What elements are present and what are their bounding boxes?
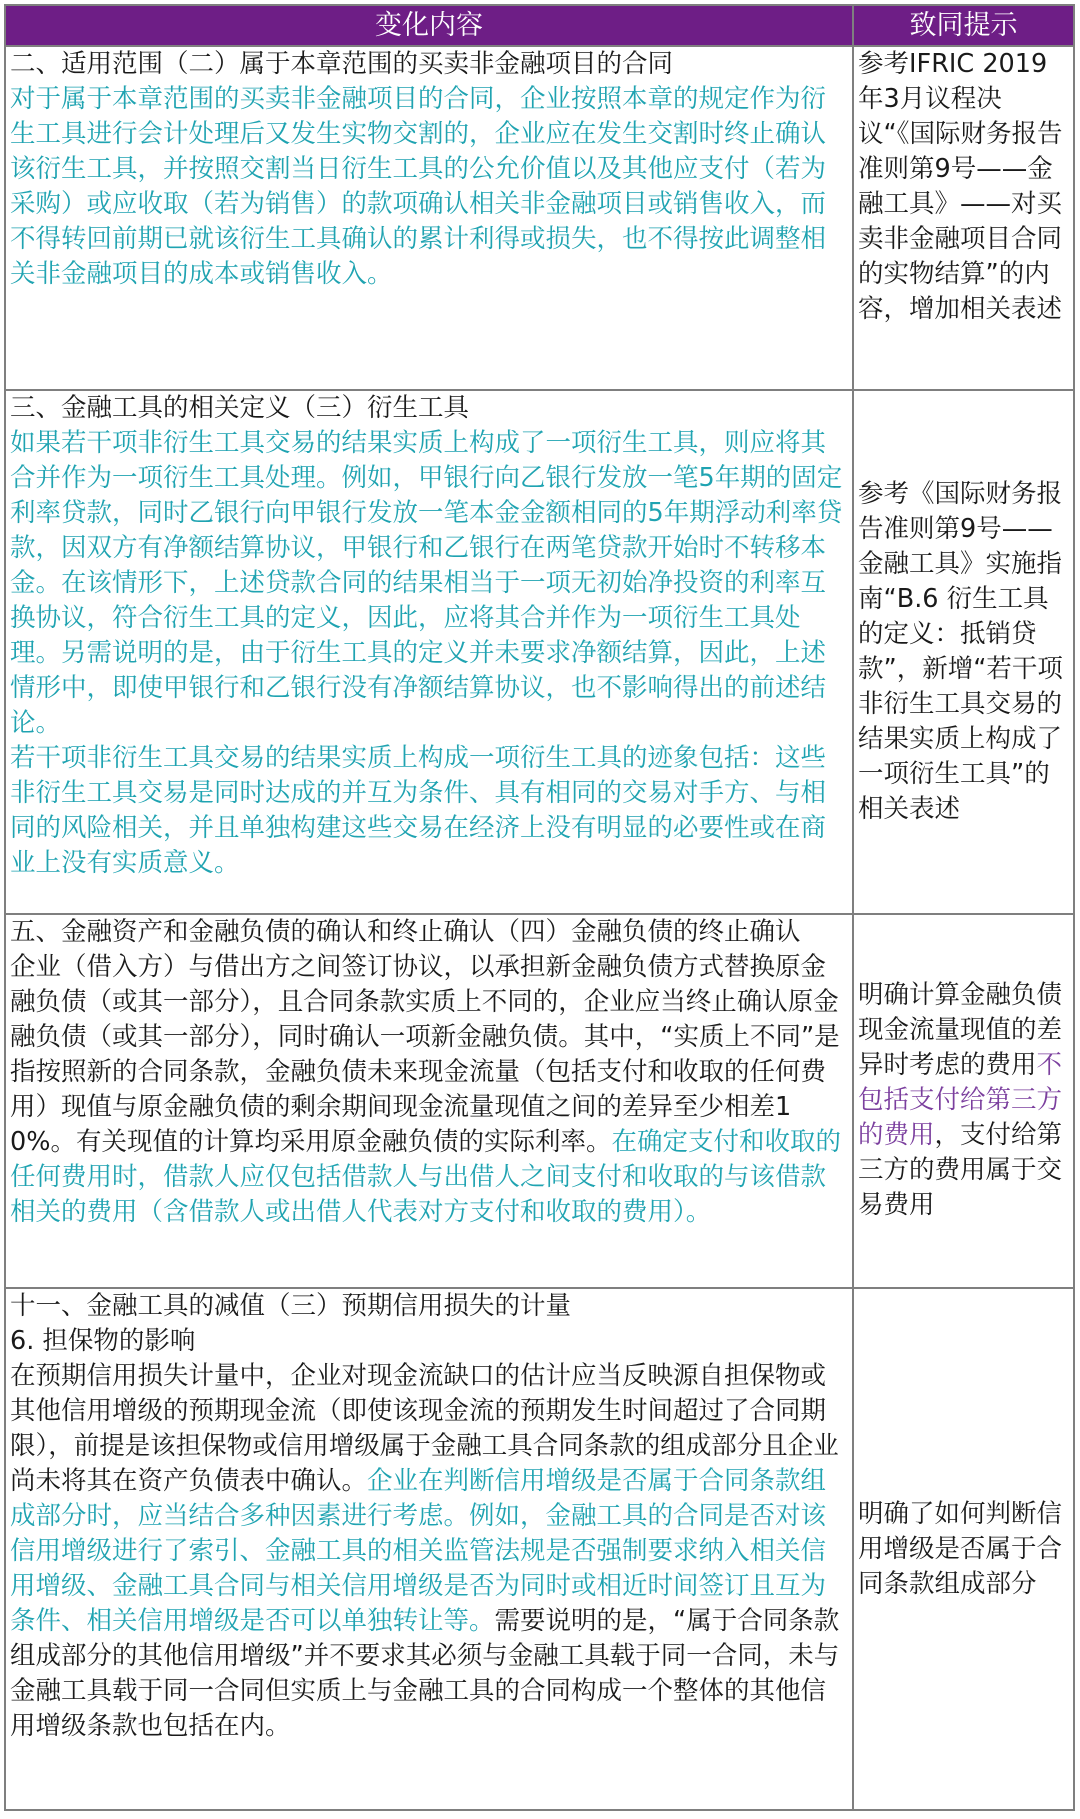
hint-cell	[853, 390, 1074, 914]
table-header-row	[5, 5, 1074, 46]
hint-text: ，支付给第三方的费用属于交易费用	[858, 1120, 1063, 1221]
added-text: 如果若干项非衍生工具交易的结果实质上构成了一项衍生工具，则应将其合并作为一项衍生工具处理。例如，甲银行向乙银行发放一笔5年期的固定利率贷款，同时乙银行向甲银行发放一笔本金金额相同的5年期浮动利率贷款，因双方有净额结算协议，甲银行和乙银行在两笔贷款开始时不转移本金。在该情形下，上述贷款合同的结果相当于一项无初始净投资的利率互换协议，符合衍生工具的定义，因此，应将其合并作为一项衍生工具处理。另需说明的是，由于衍生工具的定义并未要求净额结算，因此，上述情形中，即使甲银行和乙银行没有净额结算协议，也不影响得出的前述结论。	[10, 427, 843, 738]
hint-text: 明确计算金融负债现金流量现值的差异时考虑的费用	[858, 980, 1063, 1081]
table-row	[5, 914, 1074, 1289]
added-text: 在确定支付和收取的任何费用时，借款人应仅包括借款人与出借人之间支付和收取的与该借款相关的费用（含借款人或出借人代表对方支付和收取的费用）。	[10, 1126, 841, 1227]
table-row	[5, 46, 1074, 390]
change-cell	[5, 1288, 853, 1810]
hint-cell	[853, 46, 1074, 390]
sub-heading: 6. 担保物的影响	[10, 1326, 196, 1357]
added-text: 企业在判断信用增级是否属于合同条款组成部分时，应当结合多种因素进行考虑。例如，金融工具的合同是否对该信用增级进行了索引、金融工具的相关监管法规是否强制要求纳入相关信用增级、金融工具合同与相关信用增级是否为同时或相近时间签订且互为条件、相关信用增级是否可以单独转让等。	[10, 1466, 827, 1637]
change-cell	[5, 914, 853, 1289]
added-text: 若干项非衍生工具交易的结果实质上构成一项衍生工具的迹象包括：这些非衍生工具交易是同时达成的并互为条件、具有相同的交易对手方、与相同的风险相关，并且单独构建这些交易在经济上没有明显的必要性或在商业上没有实质意义。	[10, 742, 827, 878]
section-heading: 十一、金融工具的减值（三）预期信用损失的计量	[10, 1291, 572, 1322]
body-text: 需要说明的是，“属于合同条款组成部分的其他信用增级”并不要求其必须与金融工具载于同一合同，未与金融工具载于同一合同但实质上与金融工具的合同构成一个整体的其他信用增级条款也包括在内。	[10, 1606, 840, 1742]
hint-highlight: 不包括支付给第三方的费用	[858, 1050, 1063, 1151]
table-row	[5, 390, 1074, 914]
section-heading: 二、适用范围（二）属于本章范围的买卖非金融项目的合同	[10, 49, 674, 79]
hint-cell	[853, 1288, 1074, 1810]
section-heading: 三、金融工具的相关定义（三）衍生工具	[10, 392, 470, 423]
header-hint: 致同提示	[853, 5, 1074, 46]
changes-table	[4, 4, 1075, 1811]
body-text: 企业（借入方）与借出方之间签订协议，以承担新金融负债方式替换原金融负债（或其一部分），且合同条款实质上不同的，企业应当终止确认原金融负债（或其一部分），同时确认一项新金融负债。其中，“实质上不同”是指按照新的合同条款，金融负债未来现金流量（包括支付和收取的任何费用）现值与原金融负债的剩余期间现金流量现值之间的差异至少相差10%。有关现值的计算均采用原金融负债的实际利率。	[10, 951, 840, 1157]
hint-text: 参考IFRIC 2019年3月议程决议“《国际财务报告准则第9号——金融工具》——对买卖非金融项目合同的实物结算”的内容，增加相关表述	[858, 49, 1063, 324]
change-cell	[5, 390, 853, 914]
added-text: 对于属于本章范围的买卖非金融项目的合同，企业按照本章的规定作为衍生工具进行会计处理后又发生实物交割的，企业应在发生交割时终止确认该衍生工具，并按照交割当日衍生工具的公允价值以及其他应支付（若为采购）或应收取（若为销售）的款项确认相关非金融项目或销售收入，而不得转回前期已就该衍生工具确认的累计利得或损失，也不得按此调整相关非金融项目的成本或销售收入。	[10, 84, 827, 289]
hint-text: 参考《国际财务报告准则第9号——金融工具》实施指南“B.6 衍生工具的定义：抵销贷款”，新增“若干项非衍生工具交易的结果实质上构成了一项衍生工具”的相关表述	[858, 478, 1063, 824]
body-text: 在预期信用损失计量中，企业对现金流缺口的估计应当反映源自担保物或其他信用增级的预期现金流（即使该现金流的预期发生时间超过了合同期限），前提是该担保物或信用增级属于金融工具合同条款的组成部分且企业尚未将其在资产负债表中确认。	[10, 1361, 839, 1497]
table-row	[5, 1288, 1074, 1810]
hint-text: 明确了如何判断信用增级是否属于合同条款组成部分	[858, 1498, 1063, 1599]
section-heading: 五、金融资产和金融负债的确认和终止确认（四）金融负债的终止确认	[10, 916, 801, 947]
header-change-content: 变化内容	[5, 5, 853, 46]
hint-cell	[853, 914, 1074, 1289]
change-cell	[5, 46, 853, 390]
